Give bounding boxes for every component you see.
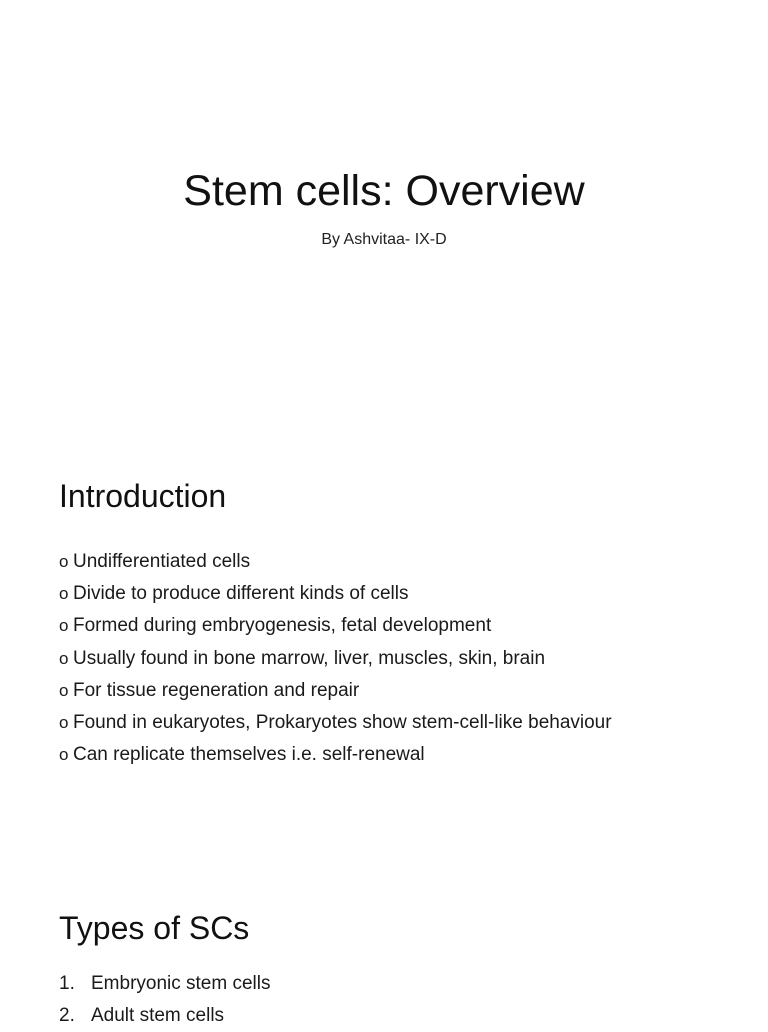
presentation-title: Stem cells: Overview [183, 167, 585, 215]
list-item [59, 675, 612, 707]
bullet-text: Usually found in bone marrow, liver, muscles, skin, brain [73, 647, 546, 669]
list-item [59, 578, 612, 610]
bullet-circle-icon: o [59, 648, 69, 668]
bullet-text: Divide to produce different kinds of cells [73, 583, 409, 605]
introduction-slide [0, 432, 768, 864]
types-heading: Types of SCs [59, 910, 250, 946]
bullet-text: For tissue regeneration and repair [73, 679, 360, 701]
list-item [59, 643, 612, 675]
list-item [59, 1000, 271, 1032]
bullet-text: Undifferentiated cells [73, 551, 251, 572]
bullet-circle-icon: o [59, 680, 69, 700]
bullet-circle-icon: o [59, 713, 69, 733]
types-numbered-list [59, 968, 271, 1032]
list-item [59, 968, 271, 1000]
bullet-text: Formed during embryogenesis, fetal development [73, 615, 492, 637]
bullet-text: Found in eukaryotes, Prokaryotes show stem-cell-like behaviour [73, 712, 612, 734]
list-number: 2. [59, 1005, 75, 1026]
list-number: 1. [59, 973, 75, 994]
title-slide [0, 0, 768, 432]
bullet-circle-icon: o [59, 552, 69, 571]
bullet-circle-icon: o [59, 745, 69, 765]
list-item [59, 546, 612, 578]
list-item [59, 610, 612, 642]
introduction-heading: Introduction [59, 478, 227, 514]
types-slide [0, 864, 768, 1024]
presentation-subtitle: By Ashvitaa- IX-D [321, 231, 447, 248]
bullet-circle-icon: o [59, 584, 69, 604]
list-item-text: Embryonic stem cells [91, 973, 271, 994]
bullet-text: Can replicate themselves i.e. self-renewal [73, 744, 425, 766]
list-item [59, 707, 612, 739]
list-item-text: Adult stem cells [91, 1005, 225, 1026]
list-item [59, 739, 612, 771]
introduction-bullet-list [59, 546, 612, 771]
bullet-circle-icon: o [59, 616, 69, 636]
